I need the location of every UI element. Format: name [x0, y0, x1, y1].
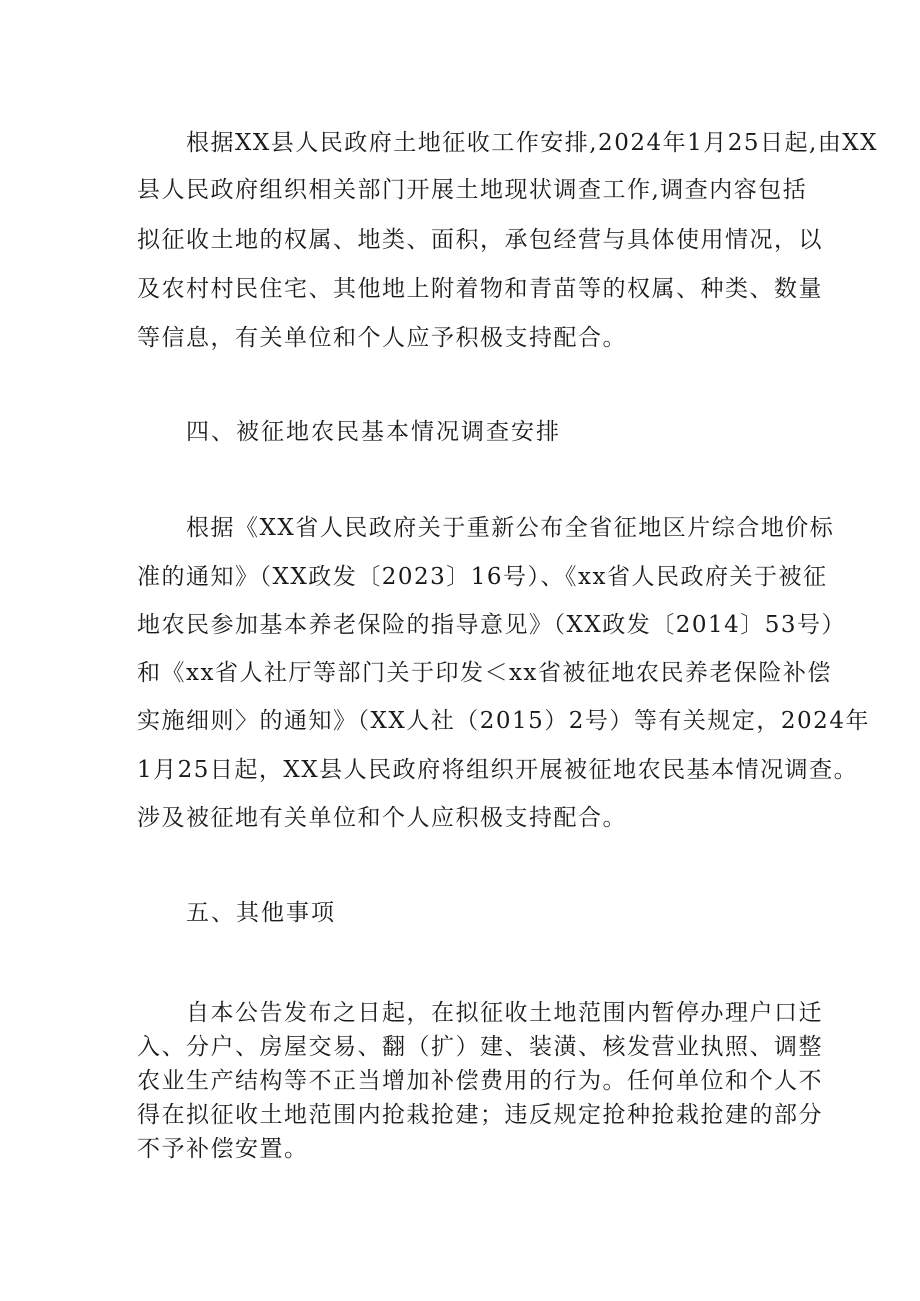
paragraph-line: 得在拟征收土地范围内抢栽抢建；违反规定抢种抢栽抢建的部分 [137, 1102, 823, 1128]
paragraph-line: 实施细则〉的通知》（XX人社（2015）2号）等有关规定，2024年 [137, 708, 870, 734]
paragraph-line: 县人民政府组织相关部门开展土地现状调查工作,调查内容包括 [137, 177, 808, 203]
paragraph-line: 根据XX县人民政府土地征收工作安排,2024年1月25日起,由XX [186, 130, 879, 156]
paragraph-line: 及农村村民住宅、其他地上附着物和青苗等的权属、种类、数量 [137, 276, 823, 302]
section-heading-4: 四、被征地农民基本情况调查安排 [186, 419, 561, 445]
paragraph-line: 不予补偿安置。 [137, 1136, 309, 1162]
paragraph-line: 和《xx省人社厅等部门关于印发＜xx省被征地农民养老保险补偿 [137, 660, 832, 686]
paragraph-line: 拟征收土地的权属、地类、面积，承包经营与具体使用情况，以 [137, 227, 823, 253]
paragraph-line: 1月25日起，XX县人民政府将组织开展被征地农民基本情况调查。 [137, 757, 859, 783]
paragraph-line: 农业生产结构等不正当增加补偿费用的行为。任何单位和个人不 [137, 1068, 823, 1094]
paragraph-line: 涉及被征地有关单位和个人应积极支持配合。 [137, 805, 627, 831]
paragraph-line: 准的通知》（XX政发〔2023〕16号）、《xx省人民政府关于被征 [137, 564, 828, 590]
paragraph-line: 根据《XX省人民政府关于重新公布全省征地区片综合地价标 [186, 515, 835, 541]
section-heading-5: 五、其他事项 [186, 900, 336, 926]
paragraph-line: 自本公告发布之日起，在拟征收土地范围内暂停办理户口迁 [186, 1000, 823, 1026]
paragraph-line: 入、分户、房屋交易、翻（扩）建、装潢、核发营业执照、调整 [137, 1034, 823, 1060]
paragraph-line: 地农民参加基本养老保险的指导意见》（XX政发〔2014〕53号） [137, 612, 847, 638]
paragraph-line: 等信息，有关单位和个人应予积极支持配合。 [137, 325, 627, 351]
